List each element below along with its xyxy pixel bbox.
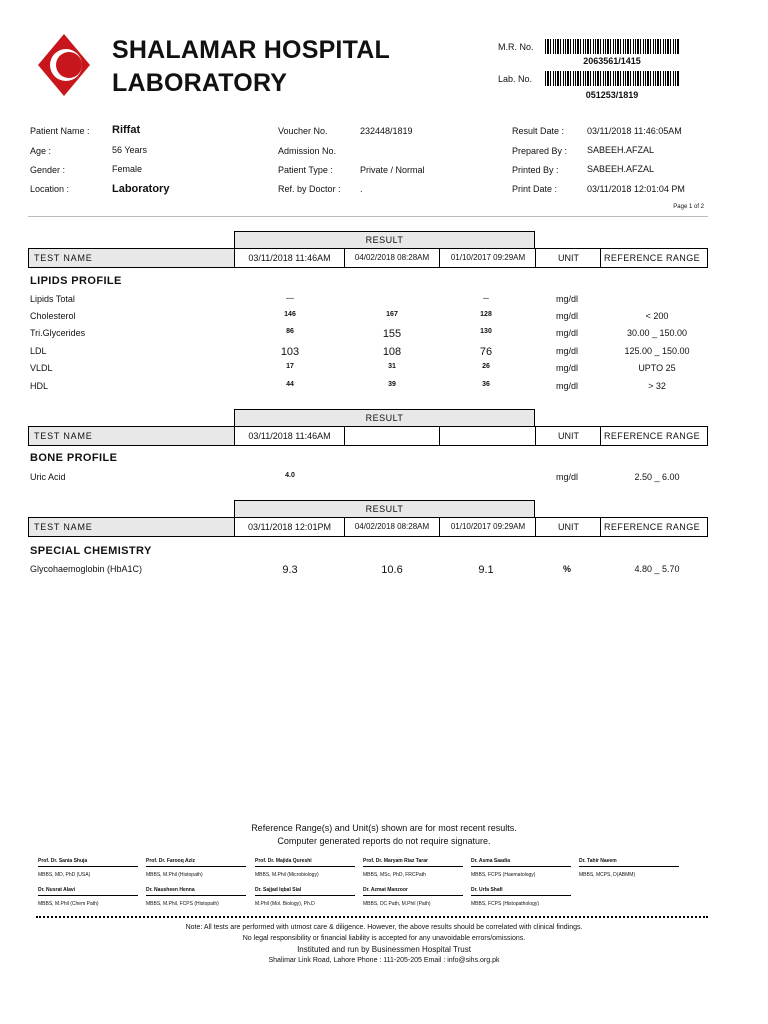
col-unit: UNIT xyxy=(558,253,579,263)
section-title: LIPIDS PROFILE xyxy=(30,275,122,287)
col-unit: UNIT xyxy=(558,522,579,532)
result-1: .... xyxy=(286,294,294,301)
reference-note: Reference Range(s) and Unit(s) shown are for most recent results. xyxy=(251,823,517,833)
col-date-1: 03/11/2018 11:46AM xyxy=(235,427,344,445)
result-3: 76 xyxy=(479,346,493,358)
mr-barcode xyxy=(545,39,679,54)
page-number: Page 1 of 2 xyxy=(673,204,704,210)
result-2: 39 xyxy=(388,381,396,388)
prepared-by-value: SABEEH.AFZAL xyxy=(587,145,655,155)
hospital-logo-icon xyxy=(36,32,92,98)
print-date-label: Print Date : xyxy=(512,184,558,194)
result-date-label: Result Date : xyxy=(512,126,565,136)
lab-barcode xyxy=(545,71,679,86)
printed-by-value: SABEEH.AFZAL xyxy=(587,164,655,174)
reference-range: < 200 xyxy=(645,311,669,321)
mr-label: M.R. No. xyxy=(498,42,534,52)
col-reference-range: REFERENCE RANGE xyxy=(604,253,701,263)
unit: % xyxy=(562,564,571,574)
unit: mg/dl xyxy=(555,311,578,321)
doctor-entry: Dr. Nausheen Henna MBBS, M.Phil, FCPS (Histopath) xyxy=(146,887,246,907)
unit: mg/dl xyxy=(555,328,578,338)
doctor-entry: Dr. Azmat Manzoor MBBS, DC Path, M.Phil (Path) xyxy=(363,887,463,907)
unit: mg/dl xyxy=(555,294,578,304)
hospital-title: SHALAMAR HOSPITAL LABORATORY xyxy=(112,36,390,97)
reference-range: UPTO 25 xyxy=(638,363,676,373)
printed-by-label: Printed By : xyxy=(512,165,559,175)
section-title: SPECIAL CHEMISTRY xyxy=(30,545,152,557)
result-1: 4.0 xyxy=(285,472,295,479)
signature-note: Computer generated reports do not require signature. xyxy=(277,836,491,846)
dotted-divider xyxy=(36,916,708,918)
result-date-value: 03/11/2018 11:46:05AM xyxy=(587,126,682,136)
section-title: BONE PROFILE xyxy=(30,452,118,464)
table-row xyxy=(30,381,710,395)
doctor-entry: Dr. Asma Saadia MBBS, FCPS (Haematology) xyxy=(471,858,571,878)
disclaimer-4: Shalimar Link Road, Lahore Phone : 111-205-205 Email : info@sihs.org.pk xyxy=(268,957,500,964)
reference-range: > 32 xyxy=(648,381,666,391)
col-date-2 xyxy=(345,427,439,445)
disclaimer-3: Instituted and run by Businessmen Hospital Trust xyxy=(297,945,471,954)
table-row xyxy=(30,346,710,360)
result-1: 103 xyxy=(280,346,300,358)
table-header-row xyxy=(28,248,708,268)
divider xyxy=(28,216,708,217)
col-test-name: TEST NAME xyxy=(29,518,235,536)
prepared-by-label: Prepared By : xyxy=(512,146,568,156)
print-date-value: 03/11/2018 12:01:04 PM xyxy=(587,184,685,194)
table-row xyxy=(30,472,710,486)
reference-range: 30.00 _ 150.00 xyxy=(626,328,688,338)
col-date-3: 01/10/2017 09:29AM xyxy=(450,253,526,262)
col-date-2: 04/02/2018 08:28AM xyxy=(354,253,430,262)
result-3: 26 xyxy=(482,363,490,370)
table-row xyxy=(30,294,710,308)
col-date-3 xyxy=(440,427,536,445)
table-row xyxy=(30,311,710,325)
col-date-3: 01/10/2017 09:29AM xyxy=(450,522,526,531)
result-2: 10.6 xyxy=(381,564,403,576)
admission-label: Admission No. xyxy=(278,146,337,156)
col-test-name: TEST NAME xyxy=(29,249,235,267)
test-name: Tri.Glycerides xyxy=(30,328,86,338)
doctor-entry: Dr. Nusrat Alavi MBBS, M.Phil (Chem Path) xyxy=(38,887,138,907)
unit: mg/dl xyxy=(555,381,578,391)
result-header: RESULT xyxy=(234,231,535,249)
disclaimer-2: No legal responsibility or financial liability is accepted for any unavoidable errors/omissions. xyxy=(242,935,526,942)
result-2: 108 xyxy=(382,346,402,358)
patient-name: Riffat xyxy=(112,124,141,136)
doctor-entry: Prof. Dr. Farooq Aziz MBBS, M.Phil (Histopath) xyxy=(146,858,246,878)
reference-range: 2.50 _ 6.00 xyxy=(634,472,680,482)
col-unit: UNIT xyxy=(558,431,579,441)
result-3: 36 xyxy=(482,381,490,388)
age-value: 56 Years xyxy=(112,145,148,155)
gender-value: Female xyxy=(112,164,143,174)
col-date-1: 03/11/2018 12:01PM xyxy=(235,518,344,536)
result-3: 128 xyxy=(480,311,492,318)
test-name: Glycohaemoglobin (HbA1C) xyxy=(30,564,143,574)
mr-number: 2063561/1415 xyxy=(583,56,641,66)
gender-label: Gender : xyxy=(30,165,66,175)
ref-doctor-value: . xyxy=(360,184,363,194)
col-reference-range: REFERENCE RANGE xyxy=(604,522,701,532)
patient-type-value: Private / Normal xyxy=(360,165,425,175)
test-name: Uric Acid xyxy=(30,472,66,482)
ref-doctor-label: Ref. by Doctor : xyxy=(278,184,341,194)
result-2: 31 xyxy=(388,363,396,370)
result-3: 9.1 xyxy=(478,564,494,576)
location-value: Laboratory xyxy=(112,183,170,195)
voucher-value: 232448/1819 xyxy=(360,126,413,136)
table-header-row xyxy=(28,426,708,446)
result-2: 167 xyxy=(386,311,398,318)
unit: mg/dl xyxy=(555,472,578,482)
lab-number: 051253/1819 xyxy=(585,90,639,100)
result-header: RESULT xyxy=(234,409,535,427)
result-1: 17 xyxy=(286,363,294,370)
location-label: Location : xyxy=(30,184,70,194)
voucher-label: Voucher No. xyxy=(278,126,328,136)
test-name: LDL xyxy=(30,346,47,356)
result-1: 44 xyxy=(286,381,294,388)
table-row xyxy=(30,564,710,578)
table-header-row xyxy=(28,517,708,537)
doctor-entry: Prof. Dr. Maryam Riaz Tarar MBBS, MSc, PhD, FRCPath xyxy=(363,858,463,878)
result-1: 9.3 xyxy=(282,564,298,576)
test-name: HDL xyxy=(30,381,49,391)
col-reference-range: REFERENCE RANGE xyxy=(604,431,701,441)
result-3: 130 xyxy=(480,328,492,335)
patient-type-label: Patient Type : xyxy=(278,165,333,175)
unit: mg/dl xyxy=(555,363,578,373)
test-name: Cholesterol xyxy=(30,311,76,321)
reference-range: 4.80 _ 5.70 xyxy=(634,564,680,574)
doctor-entry: Dr. Sajjad Iqbal Sial M.Phil (Mol. Biology), Ph.D xyxy=(255,887,355,907)
doctor-entry: Dr. Tahir Naeem MBBS, MCPS, D(ABMM) xyxy=(579,858,679,878)
table-row xyxy=(30,363,710,377)
col-date-2: 04/02/2018 08:28AM xyxy=(354,522,430,531)
result-2: 155 xyxy=(382,328,402,340)
patient-name-label: Patient Name : xyxy=(30,126,90,136)
col-date-1: 03/11/2018 11:46AM xyxy=(235,249,344,267)
lab-label: Lab. No. xyxy=(498,74,533,84)
test-name: Lipids Total xyxy=(30,294,75,304)
result-3: ... xyxy=(483,294,489,301)
result-header: RESULT xyxy=(234,500,535,518)
result-1: 86 xyxy=(286,328,294,335)
reference-range: 125.00 _ 150.00 xyxy=(624,346,690,356)
doctor-entry: Dr. Urfa Shafi MBBS, FCPS (Histopathology) xyxy=(471,887,571,907)
result-1: 146 xyxy=(284,311,296,318)
doctor-entry: Prof. Dr. Majida Qureshi MBBS, M.Phil (Microbiology) xyxy=(255,858,355,878)
age-label: Age : xyxy=(30,146,52,156)
table-row xyxy=(30,328,710,342)
col-test-name: TEST NAME xyxy=(29,427,235,445)
doctor-entry: Prof. Dr. Sania Shuja MBBS, MD, PhD (USA) xyxy=(38,858,138,878)
unit: mg/dl xyxy=(555,346,578,356)
test-name: VLDL xyxy=(30,363,53,373)
disclaimer-1: Note: All tests are performed with utmost care & diligence. However, the above results should be correlated with clinical findings. xyxy=(185,924,583,931)
